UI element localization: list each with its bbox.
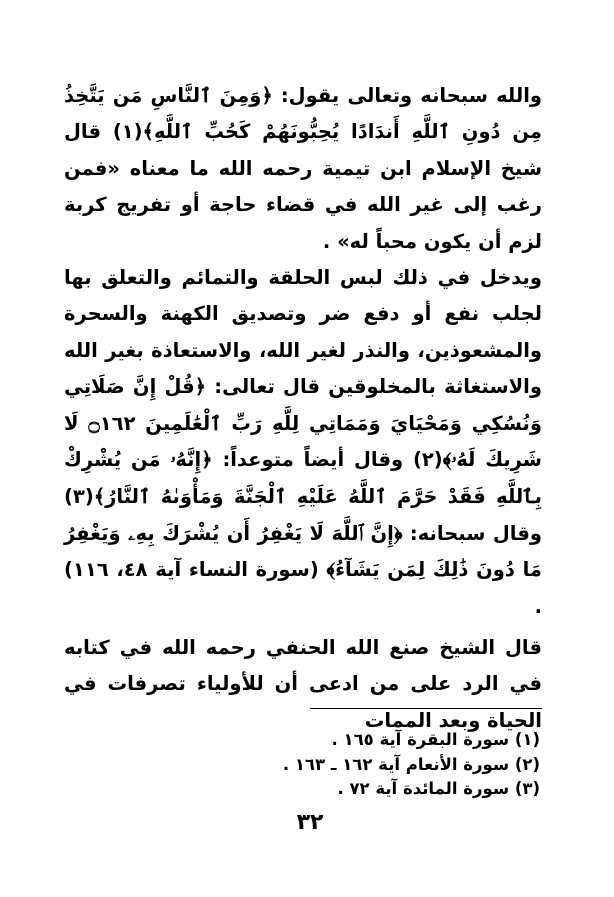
paragraph-1: والله سبحانه وتعالى يقول: ﴿وَمِنَ ٱلنَّاسِ مَن يَتَّخِذُ مِن دُونِ ٱللَّهِ أَندَادًا يُحِبُّونَهُمْ كَحُبِّ ٱللَّهِ﴾(١) قال شيخ الإسلام ابن تيمية رحمه الله ما معناه «فمن رغب إلى غير الله في قضاء حاجة أو تفريج كربة لزم أن يكون محباً له» . (64, 83, 542, 253)
page-number: ٣٢ (296, 810, 324, 835)
footnote-3: (٣) سورة المائدة آية ٧٢ . (337, 779, 540, 798)
paragraph-2: ويدخل في ذلك لبس الحلقة والتمائم والتعلق بها لجلب نفع أو دفع ضر وتصديق الكهنة والسحرة والمشعوذين، والنذر لغير الله، والاستعاذة بغير الله والاستغاثة بالمخلوقين قال تعالى: ﴿قُلْ إِنَّ صَلَاتِي وَنُسُكِي وَمَحْيَايَ وَمَمَاتِي لِلَّهِ رَبِّ ٱلْعَٰلَمِينَ ۝١٦٢ لَا شَرِيكَ لَهُۥ﴾(٢) وقال أيضاً متوعداً: ﴿إِنَّهُۥ مَن يُشْرِكْ بِٱللَّهِ فَقَدْ حَرَّمَ ٱللَّهُ عَلَيْهِ ٱلْجَنَّةَ وَمَأْوَىٰهُ ٱلنَّارُ﴾(٣) وقال سبحانه: ﴿إِنَّ ٱللَّهَ لَا يَغْفِرُ أَن يُشْرَكَ بِهِۦ وَيَغْفِرُ مَا دُونَ ذَٰلِكَ لِمَن يَشَآءُ﴾ (سورة النساء آية ٤٨، ١١٦) . (64, 265, 543, 618)
footnote-1: (١) سورة البقرة آية ١٦٥ . (331, 730, 540, 749)
footnotes (250, 728, 540, 802)
footnote-2: (٢) سورة الأنعام آية ١٦٢ ـ ١٦٣ . (282, 754, 540, 774)
footnote-divider (310, 708, 542, 709)
paragraph-3: قال الشيخ صنع الله الحنفي رحمه الله في كتابه في الرد على من ادعى أن للأولياء تصرفات في الحياة وبعد الممات (64, 635, 542, 732)
